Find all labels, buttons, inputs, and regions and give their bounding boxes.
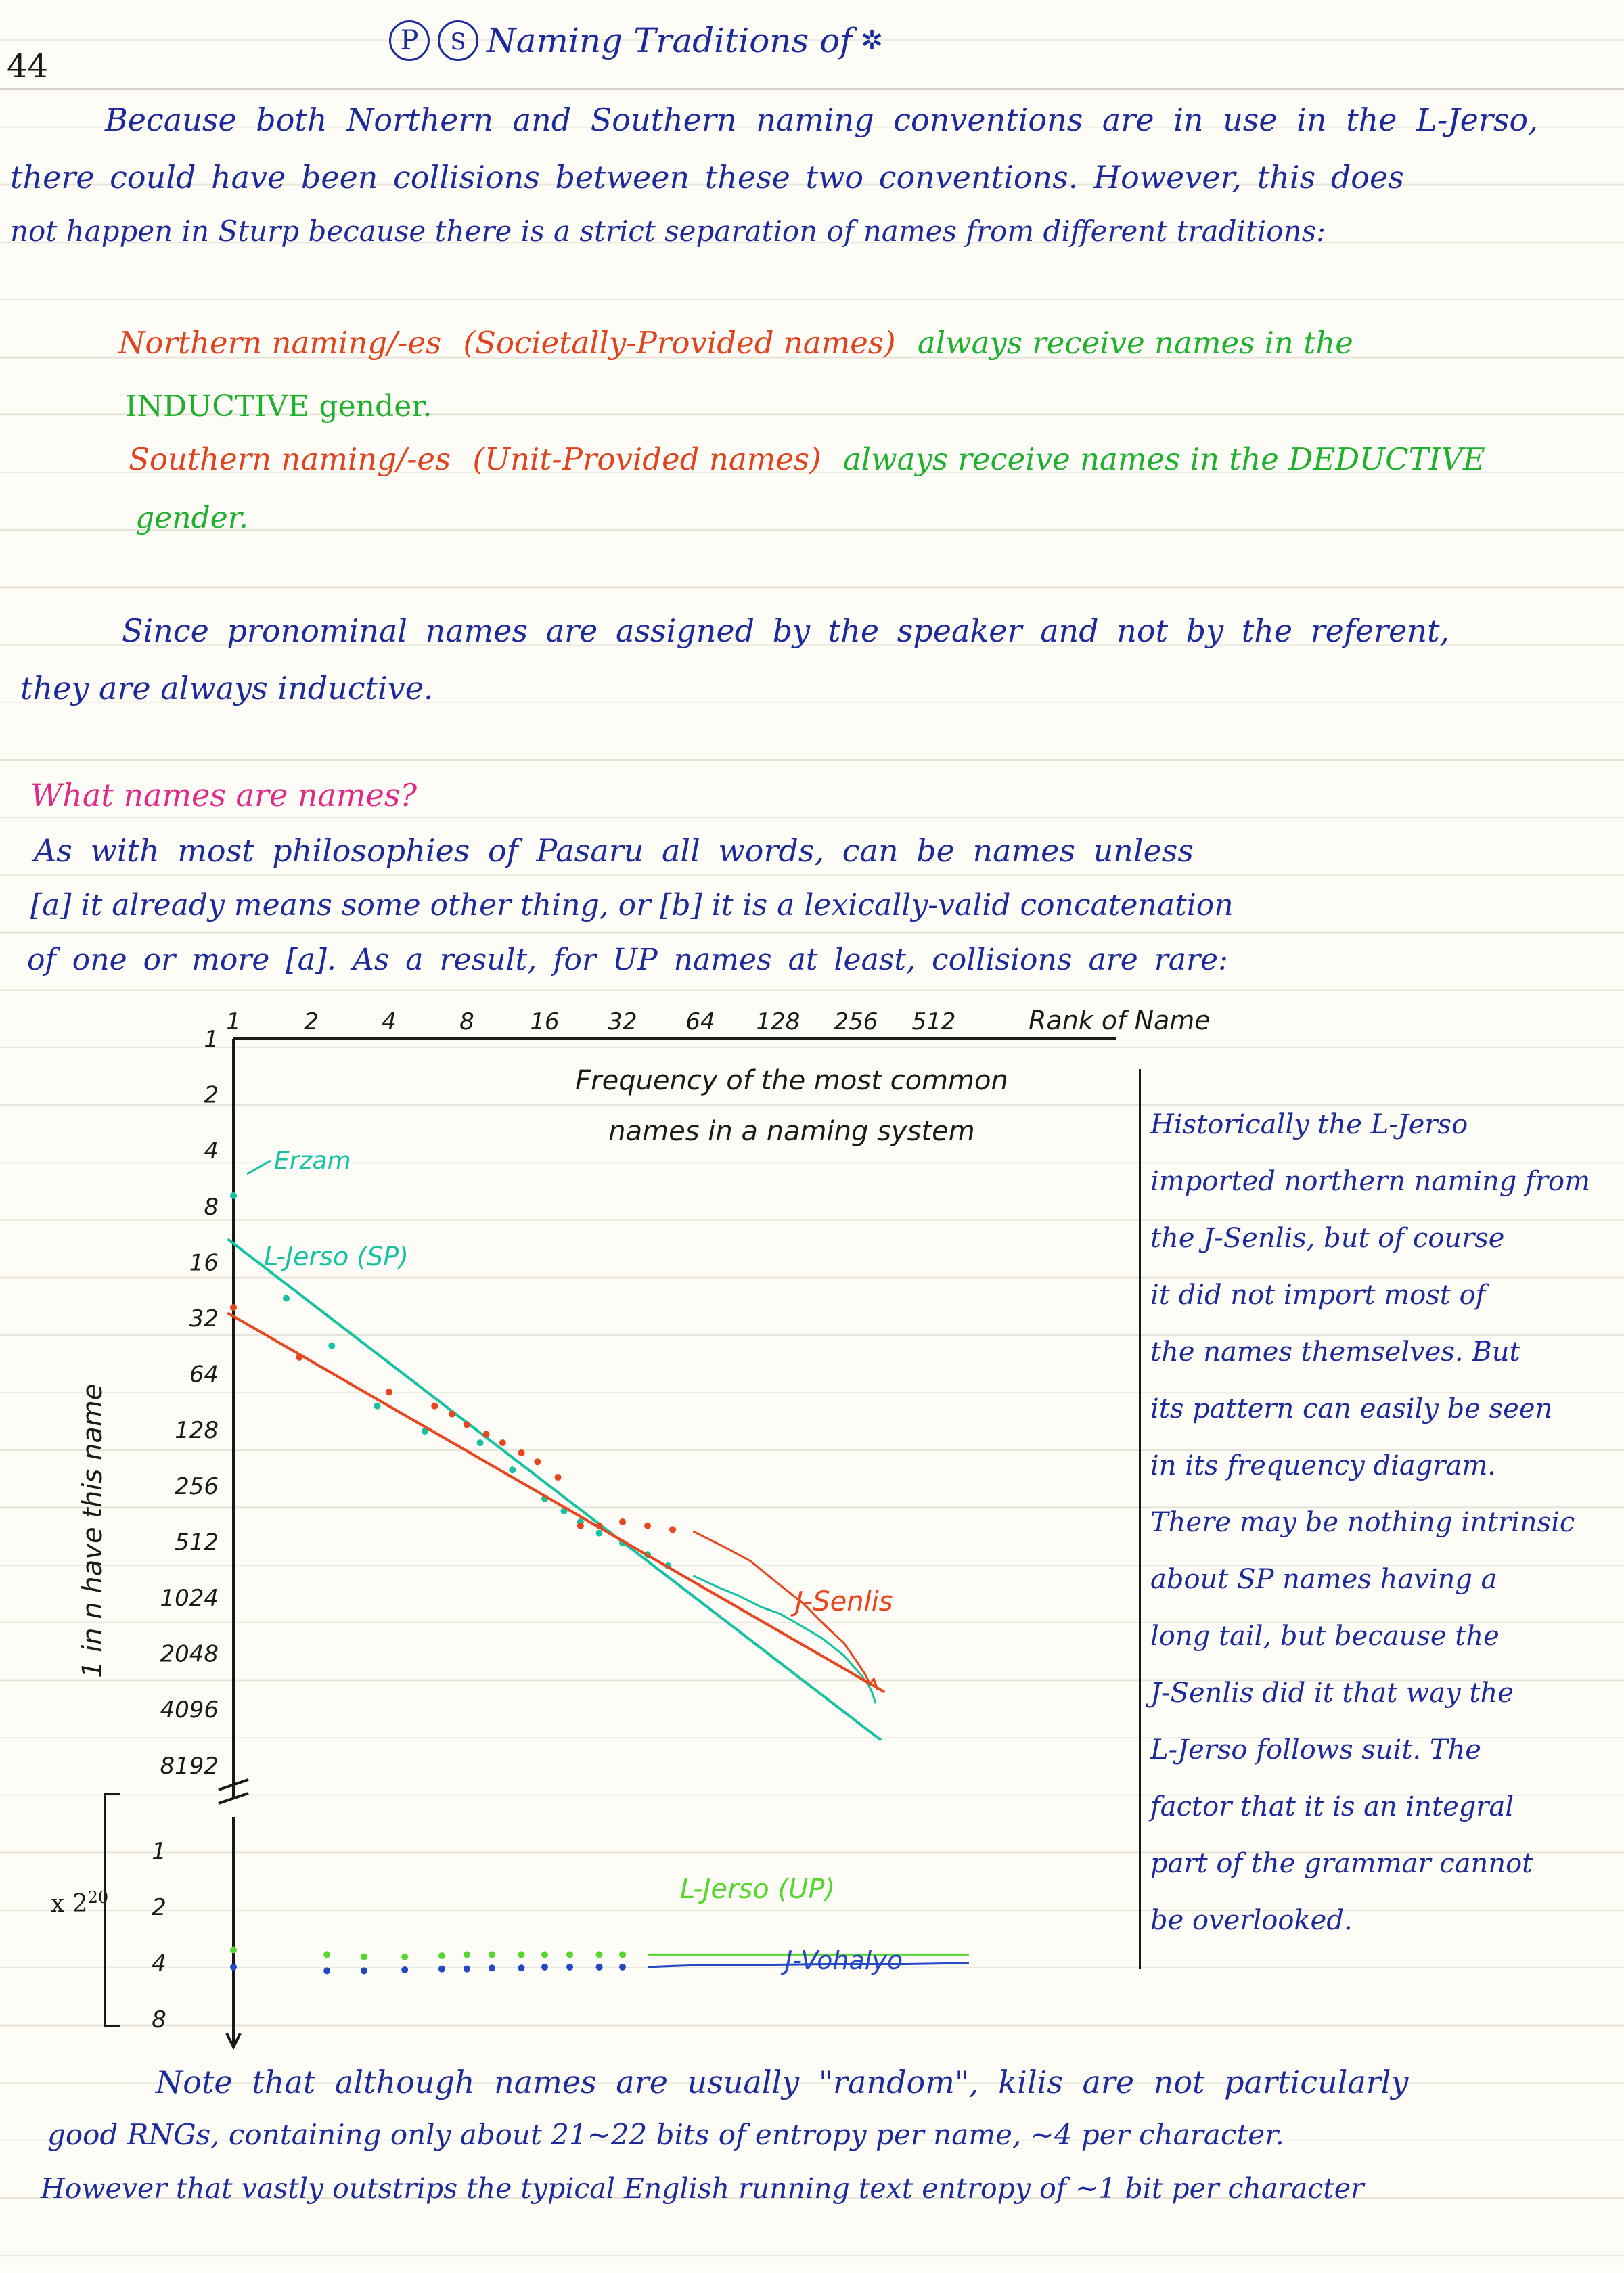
- sidebar-line: part of the grammar cannot: [1150, 1848, 1533, 1879]
- series-point: [230, 1192, 237, 1199]
- y-axis-label: 1 in n have this name: [77, 1383, 108, 1678]
- what-names-line-2: [a] it already means some other thing, or [b] it is a lexically-valid concatenation: [30, 888, 1234, 922]
- northern-gender-line: INDUCTIVE gender.: [125, 389, 432, 424]
- page-title-row: [389, 20, 883, 61]
- x-tick-label: 4: [382, 1008, 397, 1035]
- series-point: [596, 1964, 603, 1971]
- series-point: [596, 1530, 603, 1537]
- annotation-arrow-icon: [247, 1161, 271, 1174]
- series-point: [449, 1411, 455, 1418]
- sidebar-divider: [1139, 1069, 1141, 1969]
- pronominal-line-1: Since pronominal names are assigned by the speaker and not by the referent,: [122, 612, 1450, 649]
- frequency-chart: [0, 988, 1211, 2057]
- badge-s-icon: S: [438, 20, 478, 61]
- series-point: [323, 1967, 330, 1974]
- series-point: [438, 1952, 445, 1959]
- series-point: [230, 1304, 237, 1311]
- x-tick-label: 32: [608, 1008, 637, 1035]
- y-tick-label: 2048: [160, 1640, 219, 1668]
- series-point: [464, 1422, 470, 1428]
- series-point: [596, 1523, 603, 1529]
- northern-rule: [118, 325, 1353, 361]
- series-point: [401, 1954, 408, 1960]
- sidebar-line: the names themselves. But: [1150, 1336, 1520, 1368]
- y-tick-label: 8192: [160, 1752, 219, 1780]
- lower-multiplier-exp: 20: [87, 1888, 109, 1907]
- sidebar-line: L-Jerso follows suit. The: [1150, 1734, 1481, 1765]
- series-point: [464, 1951, 470, 1958]
- y-tick-label: 4096: [160, 1696, 219, 1724]
- sidebar-line: imported northern naming from: [1150, 1166, 1591, 1197]
- sidebar-line: its pattern can easily be seen: [1150, 1393, 1553, 1424]
- sidebar-line: long tail, but because the: [1150, 1621, 1499, 1652]
- intro-line-1: Because both Northern and Southern naming conventions are in use in the L-Jerso,: [105, 102, 1538, 138]
- series-point: [361, 1967, 367, 1974]
- x-axis-label: Rank of Name: [1029, 1006, 1211, 1035]
- series-point: [464, 1966, 470, 1973]
- series-point: [431, 1403, 438, 1410]
- series-point: [566, 1951, 573, 1958]
- x-tick-label: 128: [756, 1008, 800, 1035]
- series-point: [619, 1951, 626, 1958]
- series-point: [328, 1343, 335, 1349]
- sidebar-line: factor that it is an integral: [1150, 1791, 1514, 1822]
- annotation-ljerso-sp: L-Jerso (SP): [264, 1242, 409, 1271]
- series-point: [577, 1523, 584, 1529]
- badge-p-icon: P: [389, 20, 430, 61]
- annotation-jvohalyo: J-Vohalyo: [785, 1945, 903, 1975]
- lower-y-tick-label: 4: [152, 1950, 166, 1977]
- strikethrough-scribble-icon: ✲: [860, 25, 884, 56]
- series-point: [386, 1389, 392, 1395]
- lower-y-tick-label: 1: [152, 1838, 166, 1865]
- series-point: [477, 1439, 484, 1446]
- series-fit-line: [227, 1313, 884, 1692]
- y-tick-label: 512: [175, 1529, 219, 1556]
- x-tick-label: 512: [911, 1008, 956, 1035]
- series-point: [489, 1964, 495, 1971]
- series-fit-line: [227, 1239, 881, 1740]
- series-point: [374, 1403, 381, 1410]
- annotation-ljerso-up: L-Jerso (UP): [680, 1874, 836, 1905]
- y-tick-label: 32: [189, 1305, 219, 1332]
- footer-line-2: good RNGs, containing only about 21~22 bits of entropy per name, ~4 per character.: [47, 2118, 1284, 2151]
- sidebar-line: it did not import most of: [1150, 1280, 1486, 1311]
- lower-multiplier-label: [51, 1888, 108, 1918]
- footer-line-3: However that vastly outstrips the typical English running text entropy of ~1 bit per character: [41, 2172, 1364, 2205]
- northern-predicate: always receive names in the: [917, 325, 1353, 361]
- what-names-line-3: of one or more [a]. As a result, for UP names at least, collisions are rare:: [27, 943, 1228, 977]
- sidebar-line: There may be nothing intrinsic: [1150, 1507, 1575, 1538]
- series-point: [619, 1518, 626, 1525]
- y-tick-label: 4: [204, 1138, 219, 1165]
- y-tick-label: 1: [204, 1026, 219, 1053]
- lower-y-tick-label: 2: [152, 1894, 166, 1921]
- series-point: [483, 1431, 490, 1438]
- series-point: [489, 1951, 495, 1958]
- series-point: [283, 1295, 290, 1302]
- section-heading: What names are names?: [30, 777, 417, 813]
- sidebar-line: be overlooked.: [1150, 1905, 1353, 1936]
- northern-paren: (Societally-Provided names): [463, 325, 896, 361]
- series-point: [566, 1964, 573, 1971]
- sidebar-line: J-Senlis did it that way the: [1150, 1678, 1514, 1709]
- y-tick-label: 128: [175, 1417, 219, 1445]
- northern-subject: Northern naming/-es: [118, 325, 442, 361]
- annotation-erzam: Erzam: [274, 1147, 351, 1175]
- page-number: 44: [7, 47, 49, 85]
- series-point: [596, 1951, 603, 1958]
- pronominal-line-2: they are always inductive.: [20, 670, 434, 706]
- y-tick-label: 1024: [160, 1585, 219, 1612]
- what-names-line-1: As with most philosophies of Pasaru all words, can be names unless: [34, 832, 1194, 869]
- sidebar-line: about SP names having a: [1150, 1564, 1497, 1595]
- series-point: [499, 1439, 506, 1446]
- series-point: [438, 1966, 445, 1973]
- series-point: [669, 1526, 676, 1533]
- lower-y-tick-label: 8: [152, 2006, 166, 2033]
- southern-paren: (Unit-Provided names): [472, 441, 821, 477]
- series-point: [541, 1964, 548, 1971]
- intro-line-3: not happen in Sturp because there is a strict separation of names from different traditions:: [10, 215, 1326, 248]
- y-tick-label: 2: [204, 1081, 219, 1109]
- series-point: [361, 1954, 367, 1960]
- sidebar-line: the J-Senlis, but of course: [1150, 1223, 1505, 1254]
- southern-rule: [129, 441, 1485, 477]
- y-tick-label: 256: [175, 1472, 219, 1500]
- series-point: [644, 1523, 651, 1529]
- y-tick-label: 16: [189, 1249, 219, 1277]
- series-point: [534, 1458, 541, 1465]
- series-point: [555, 1474, 562, 1481]
- series-point: [230, 1964, 237, 1971]
- southern-gender-line: gender.: [135, 501, 248, 535]
- series-point: [230, 1947, 237, 1954]
- header-rule: [0, 88, 1624, 90]
- intro-line-2: there could have been collisions between these two conventions. However, this does: [10, 159, 1404, 196]
- x-tick-label: 2: [304, 1008, 319, 1035]
- x-tick-label: 64: [685, 1008, 715, 1035]
- x-tick-label: 1: [226, 1008, 241, 1035]
- y-tick-label: 8: [204, 1193, 219, 1221]
- x-tick-label: 256: [834, 1008, 878, 1035]
- series-point: [541, 1951, 548, 1958]
- series-point: [509, 1466, 516, 1473]
- series-point: [401, 1966, 408, 1973]
- chart-title-line: Frequency of the most common: [575, 1065, 1008, 1096]
- series-point: [518, 1951, 525, 1958]
- sidebar-line: in its frequency diagram.: [1150, 1450, 1496, 1481]
- southern-subject: Southern naming/-es: [129, 441, 451, 477]
- y-tick-label: 64: [189, 1361, 219, 1389]
- series-point: [619, 1964, 626, 1971]
- sidebar-line: Historically the L-Jerso: [1150, 1109, 1468, 1140]
- x-tick-label: 16: [530, 1008, 560, 1035]
- page-title: Naming Traditions of: [487, 21, 853, 60]
- sidebar-note: [1150, 1096, 1617, 1949]
- series-point: [518, 1449, 525, 1456]
- chart-title-line: names in a naming system: [608, 1116, 975, 1147]
- southern-predicate: always receive names in the DEDUCTIVE: [842, 441, 1485, 477]
- series-point: [518, 1964, 525, 1971]
- series-point: [323, 1951, 330, 1958]
- footer-line-1: Note that although names are usually "random", kilis are not particularly: [156, 2064, 1409, 2100]
- lower-multiplier-base: x 2: [51, 1890, 88, 1918]
- series-point: [296, 1354, 303, 1361]
- annotation-jsenlis: J-Senlis: [795, 1586, 893, 1617]
- x-tick-label: 8: [459, 1008, 474, 1035]
